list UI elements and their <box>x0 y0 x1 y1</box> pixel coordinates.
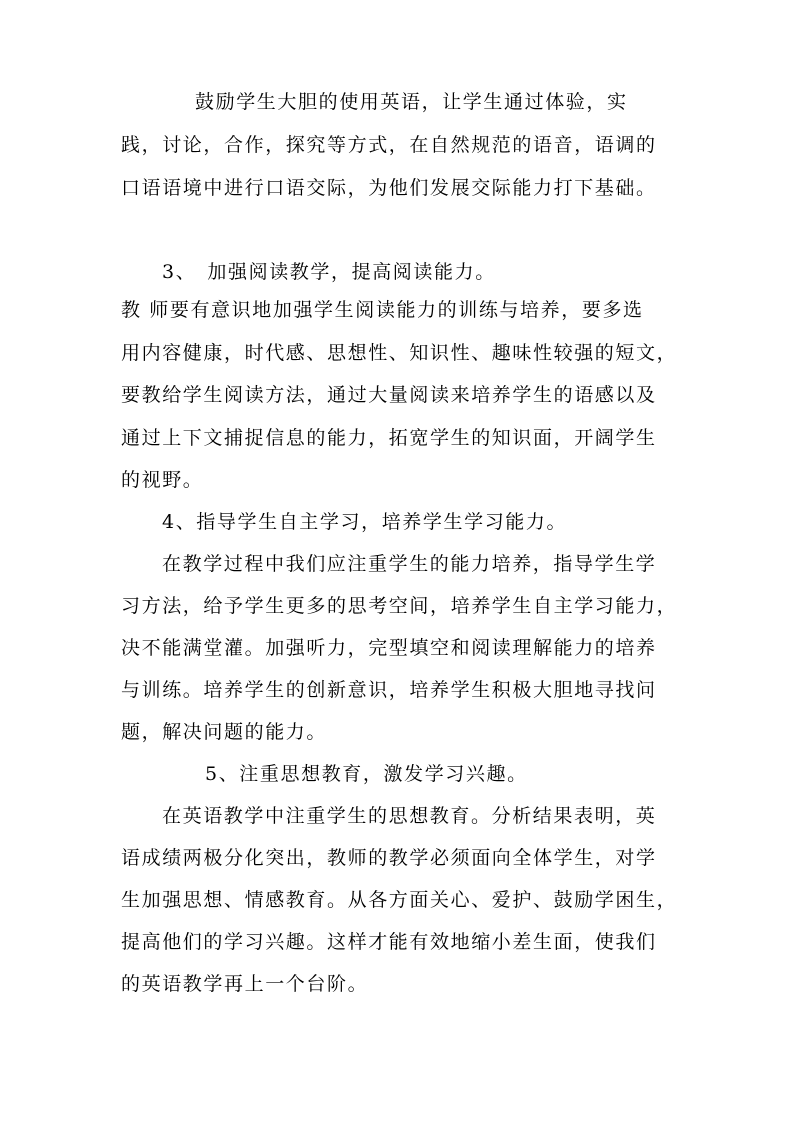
paragraph-line: 的视野。 <box>121 469 204 491</box>
paragraph-line: 教 师要有意识地加强学生阅读能力的训练与培养，要多选 <box>121 299 644 321</box>
paragraph-line: 生加强思想、情感教育。从各方面关心、爱护、鼓励学困生， <box>121 889 678 911</box>
paragraph-line: 的英语教学再上一个台阶。 <box>121 973 369 995</box>
section-heading: 5、注重思想教育，激发学习兴趣。 <box>205 763 528 785</box>
paragraph-line: 决不能满堂灌。加强听力，完型填空和阅读理解能力的培养 <box>121 637 657 659</box>
paragraph-line: 题，解决问题的能力。 <box>121 721 328 743</box>
paragraph-line: 口语语境中进行口语交际，为他们发展交际能力打下基础。 <box>121 177 657 199</box>
section-heading: 4、指导学生自主学习，培养学生学习能力。 <box>162 511 568 533</box>
paragraph-line: 提高他们的学习兴趣。这样才能有效地缩小差生面，使我们 <box>121 931 657 953</box>
paragraph-line: 要教给学生阅读方法，通过大量阅读来培养学生的语感以及 <box>121 384 657 406</box>
paragraph-line: 鼓励学生大胆的使用英语，让学生通过体验，实 <box>195 91 628 113</box>
paragraph-line: 在教学过程中我们应注重学生的能力培养，指导学生学 <box>162 553 657 575</box>
paragraph-line: 习方法，给予学生更多的思考空间，培养学生自主学习能力， <box>121 595 678 617</box>
section-heading: 3、 加强阅读教学，提高阅读能力。 <box>162 261 496 283</box>
paragraph-line: 与训练。培养学生的创新意识，培养学生积极大胆地寻找问 <box>121 679 657 701</box>
paragraph-line: 在英语教学中注重学生的思想教育。分析结果表明，英 <box>162 805 657 827</box>
paragraph-line: 语成绩两极分化突出，教师的教学必须面向全体学生，对学 <box>121 847 657 869</box>
paragraph-line: 通过上下文捕捉信息的能力，拓宽学生的知识面，开阔学生 <box>121 427 657 449</box>
paragraph-line: 践，讨论，合作，探究等方式，在自然规范的语音，语调的 <box>121 134 657 156</box>
paragraph-line: 用内容健康，时代感、思想性、知识性、趣味性较强的短文， <box>121 342 678 364</box>
